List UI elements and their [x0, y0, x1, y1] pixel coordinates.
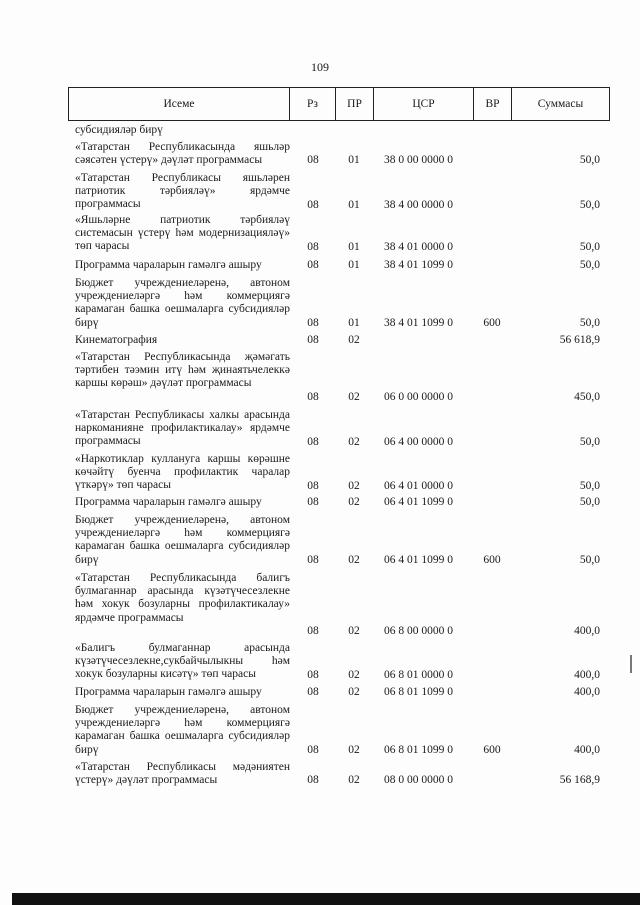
row-csr: 38 4 01 1099 0 [384, 316, 453, 329]
row-pr: 01 [348, 258, 360, 271]
row-sum: 400,0 [574, 668, 600, 681]
table-row [0, 334, 640, 347]
row-name: Программа чараларын гамәлгә ашыру [75, 259, 262, 271]
table-row [0, 259, 640, 272]
row-sum: 50,0 [579, 479, 600, 492]
row-sum: 50,0 [579, 258, 600, 271]
row-sum: 400,0 [574, 743, 600, 756]
row-rz: 08 [307, 435, 319, 448]
row-name: Бюджет учреждениеләренә, автоном учреждениеләргә һәм коммерциягә карамаган башка оешмаларга субсидияләр бирү [75, 704, 290, 756]
row-pr: 02 [348, 624, 360, 637]
table-row [0, 141, 640, 167]
row-pr: 02 [348, 479, 360, 492]
row-pr: 02 [348, 435, 360, 448]
row-csr: 38 0 00 0000 0 [384, 153, 453, 166]
row-pr: 02 [348, 668, 360, 681]
row-csr: 06 4 00 0000 0 [384, 435, 453, 448]
table-row [0, 496, 640, 509]
row-rz: 08 [307, 553, 319, 566]
row-sum: 50,0 [579, 495, 600, 508]
row-rz: 08 [307, 198, 319, 211]
row-csr: 06 0 00 0000 0 [384, 390, 453, 403]
row-sum: 50,0 [579, 153, 600, 166]
table-row [0, 761, 640, 787]
table-row [0, 572, 640, 638]
row-name: «Яшьләрне патриотик тәрбияләү системасын үстерү һәм модернизацияләү» төп чарасы [75, 214, 290, 253]
table-row [0, 172, 640, 212]
header-rz: Рз [290, 87, 336, 121]
row-sum: 50,0 [579, 198, 600, 211]
table-row [0, 214, 640, 254]
row-sum: 400,0 [574, 685, 600, 698]
row-name: Программа чараларын гамәлгә ашыру [75, 686, 262, 698]
row-csr: 38 4 01 1099 0 [384, 258, 453, 271]
header-name: Исеме [68, 87, 290, 121]
row-rz: 08 [307, 773, 319, 786]
row-name: «Татарстан Республикасы халкы арасында наркоманияне профилактикалау» ярдәмче программасы [75, 409, 290, 448]
table-row [0, 409, 640, 449]
row-pr: 02 [348, 773, 360, 786]
row-vr: 600 [483, 553, 501, 566]
row-rz: 08 [307, 668, 319, 681]
row-pr: 02 [348, 495, 360, 508]
row-pr: 01 [348, 316, 360, 329]
row-pr: 02 [348, 390, 360, 403]
row-pr: 01 [348, 153, 360, 166]
table-row [0, 704, 640, 757]
header-sum: Суммасы [512, 87, 610, 121]
row-rz: 08 [307, 743, 319, 756]
table-row [0, 686, 640, 699]
row-csr: 08 0 00 0000 0 [384, 773, 453, 786]
row-sum: 400,0 [574, 624, 600, 637]
row-pr: 02 [348, 685, 360, 698]
page-number: 109 [311, 60, 329, 74]
row-rz: 08 [307, 333, 319, 346]
row-name: Бюджет учреждениеләренә, автоном учреждениеләргә һәм коммерциягә карамаган башка оешмаларга субсидияләр бирү [75, 277, 290, 329]
row-rz: 08 [307, 479, 319, 492]
table-row [0, 124, 640, 137]
scan-mark [630, 655, 632, 673]
row-rz: 08 [307, 258, 319, 271]
table-row [0, 351, 640, 404]
row-pr: 02 [348, 743, 360, 756]
row-name: Бюджет учреждениеләренә, автоном учреждениеләргә һәм коммерциягә карамаган башка оешмаларга субсидияләр бирү [75, 514, 290, 566]
row-name: Кинематография [75, 334, 158, 346]
row-csr: 06 8 01 1099 0 [384, 685, 453, 698]
table-row [0, 514, 640, 567]
row-sum: 50,0 [579, 316, 600, 329]
row-name: «Татарстан Республикасы яшьләрен патриотик тәрбияләү» ярдәмче программасы [75, 172, 290, 211]
row-name: «Татарстан Республикасында яшьләр сәясәтен үстерү» дәүләт программасы [75, 141, 290, 167]
table-row [0, 453, 640, 493]
row-vr: 600 [483, 743, 501, 756]
row-sum: 50,0 [579, 553, 600, 566]
header-vr: ВР [474, 87, 512, 121]
row-name: «Балигъ булмаганнар арасында күзәтүчесезлекне,сукбайчылыкны һәм хокук бозуларны кисәтү» төп чарасы [75, 642, 290, 681]
row-rz: 08 [307, 685, 319, 698]
row-sum: 56 168,9 [559, 773, 600, 786]
row-sum: 450,0 [574, 390, 600, 403]
row-rz: 08 [307, 240, 319, 253]
row-sum: 50,0 [579, 240, 600, 253]
row-pr: 02 [348, 333, 360, 346]
row-pr: 01 [348, 198, 360, 211]
row-csr: 06 8 01 1099 0 [384, 743, 453, 756]
row-pr: 02 [348, 553, 360, 566]
table-row [0, 642, 640, 682]
row-name: Программа чараларын гамәлгә ашыру [75, 496, 262, 508]
row-csr: 06 8 00 0000 0 [384, 624, 453, 637]
row-pr: 01 [348, 240, 360, 253]
table-row [0, 277, 640, 330]
row-csr: 38 4 01 0000 0 [384, 240, 453, 253]
row-csr: 06 8 01 0000 0 [384, 668, 453, 681]
row-csr: 06 4 01 1099 0 [384, 553, 453, 566]
row-vr: 600 [483, 316, 501, 329]
row-rz: 08 [307, 316, 319, 329]
header-csr: ЦСР [374, 87, 474, 121]
row-name: «Татарстан Республикасы мәдәниятен үстерү» дәүләт программасы [75, 761, 290, 787]
row-rz: 08 [307, 495, 319, 508]
row-name: субсидияләр бирү [75, 124, 163, 136]
row-csr: 38 4 00 0000 0 [384, 198, 453, 211]
row-csr: 06 4 01 0000 0 [384, 479, 453, 492]
row-name: «Наркотиклар кулланугa каршы көрәшне көчәйтү буенча профилактик чаралар үткәрү» төп чарасы [75, 453, 290, 492]
scan-edge [0, 893, 640, 905]
row-name: «Татарстан Республикасында балигъ булмаганнар арасында күзәтүчесезлекне һәм хокук бозуларны профилактикалау» ярдәмче программасы [75, 572, 290, 624]
row-name: «Татарстан Республикасында җәмәгать тәртибен тәэмин итү һәм җинаятьчелеккә каршы көрәш» дәүләт программасы [75, 351, 290, 390]
row-rz: 08 [307, 624, 319, 637]
row-sum: 50,0 [579, 435, 600, 448]
row-rz: 08 [307, 390, 319, 403]
row-rz: 08 [307, 153, 319, 166]
row-csr: 06 4 01 1099 0 [384, 495, 453, 508]
row-sum: 56 618,9 [559, 333, 600, 346]
header-pr: ПР [336, 87, 374, 121]
